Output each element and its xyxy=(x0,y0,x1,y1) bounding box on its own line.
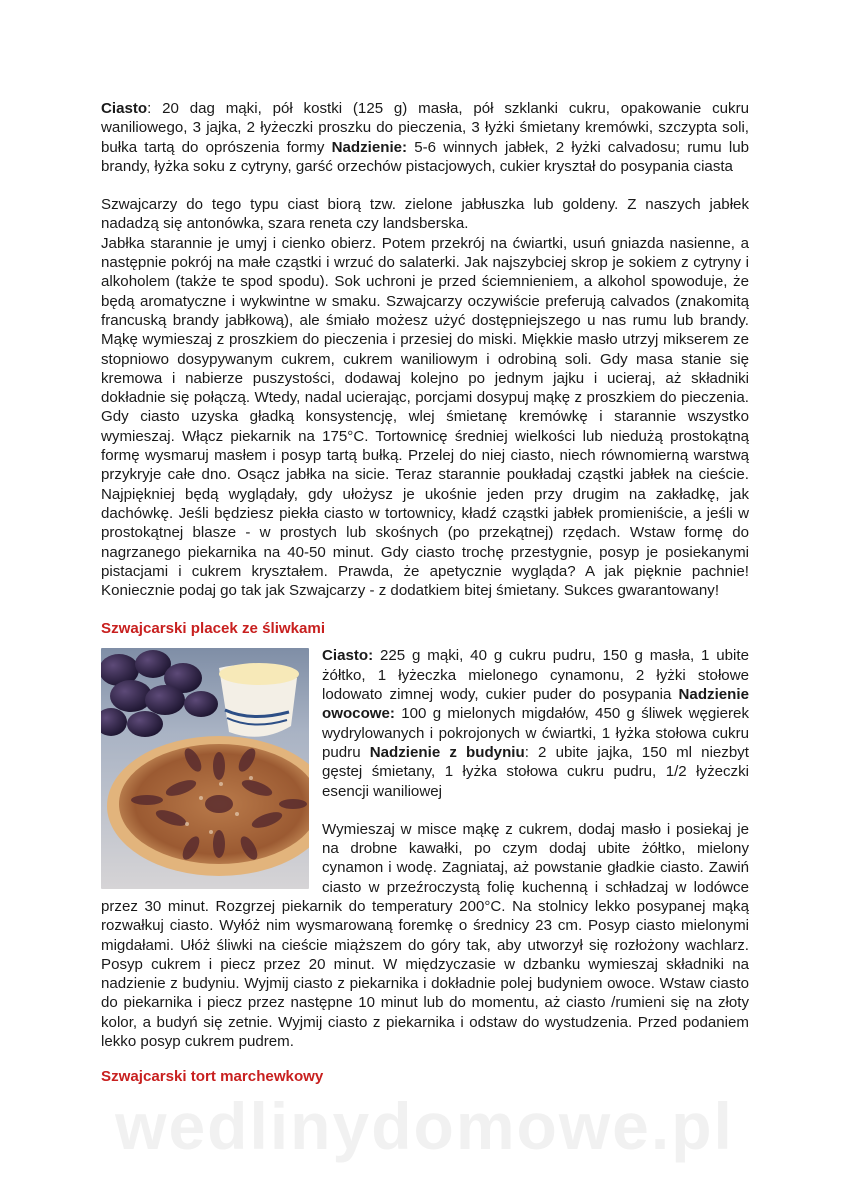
dough-text: 225 g mąki, 40 g cukru pudru, 150 g masła, 1 ubite żółtko, 1 łyżeczka mielonego cynamonu, 2 łyżki stołowe lodowato zimnej wody, cukier puder do posypania xyxy=(322,647,749,704)
site-watermark: wedlinydomowe.pl xyxy=(115,1089,734,1163)
ingredients-text-a: : 20 dag mąki, pół kostki (125 g) masła, pół szklanki cukru, opakowanie cukru waniliowego, 3 jajka, 2 łyżeczki proszku do pieczenia, 3 łyżki śmietany kremówki, szczypta soli, bułka tartą do oprószenia formy xyxy=(101,100,749,156)
intro-ingredients xyxy=(101,99,749,176)
plum-tart-photo xyxy=(101,648,309,889)
custard-label: Nadzienie z budyniu xyxy=(369,743,525,761)
fruit-filling-text: 100 g mielonych migdałów, 450 g śliwek węgierek wydrylowanych i pokrojonych w ćwiartki, 1 łyżka stołowa cukru pudru xyxy=(322,705,749,761)
fruit-filling-label: Nadzienie owocowe: xyxy=(322,686,749,723)
dough-label: Ciasto: xyxy=(322,647,374,665)
ingredients-label: Ciasto xyxy=(101,100,148,117)
plum-method: Wymieszaj w misce mąkę z cukrem, dodaj masło i posiekaj je na drobne kawałki, po czym dodaj ubite żółtko, mielony cynamon i wodę. Zagniataj, aż powstanie gładkie ciasto. Zawiń ciasto w przeźroczystą folię kuchenną i schładzaj w lodówce przez 30 minut. Rozgrzej piekarnik do temperatury 200°C. Na stolnicy lekko posypanej mąką rozwałkuj ciasto. Wyłóż nim wysmarowaną foremkę o średnicy 23 cm. Posyp ciasto mielonymi migdałami. Ułóż śliwki na cieście miąższem do góry tak, aby utworzył się rozłożony wachlarz. Posyp cukrem i piecz przez 20 minut. W międzyczasie w dzbanku wymieszaj składniki na nadzienie z budyniu. Wyjmij ciasto z piekarnika i dokładnie polej budyniem owoce. Wstaw ciasto do piekarnika i piecz przez następne 10 minut lub do momentu, aż ciasto /rumieni się na złoty kolor, a budyń się zetnie. Wyjmij ciasto z piekarnika i odstaw do wystudzenia. Przed podaniem lekko posyp cukrem pudrem. xyxy=(101,820,749,1051)
apple-note: Szwajcarzy do tego typu ciast biorą tzw. zielone jabłuszka lub goldeny. Z naszych jabłek nadadzą się antonówka, szara reneta czy landsberska. xyxy=(101,196,749,233)
recipe-page xyxy=(101,99,749,1086)
ingredients-text-b: 5-6 winnych jabłek, 2 łyżki calvadosu; rumu lub brandy, łyżka soku z cytryny, garść orzechów pistacjowych, cukier kryształ do posypania ciasta xyxy=(101,138,749,175)
apple-method: Jabłka starannie je umyj i cienko obierz. Potem przekrój na ćwiartki, usuń gniazda nasienne, a następnie pokrój na małe cząstki i wrzuć do salaterki. Jak najszybciej skrop je sokiem z cytryny i alkoholem (także te spod spodu). Sok uchroni je przed ściemnieniem, a alkohol spowoduje, że będą aromatyczne i wykwintne w smaku. Szwajcarzy oczywiście preferują calvados (znakomitą francuską brandy jabłkową), ale śmiało możesz użyć dostępniejszego u nas rumu lub brandy. Mąkę wymieszaj z proszkiem do pieczenia i przesiej do miski. Miękkie masło utrzyj mikserem ze stopniowo dosypywanym cukrem, cukrem waniliowym i odrobiną soli. Gdy masa stanie się kremowa i nabierze puszystości, dodawaj kolejno po jednym jajku i ucieraj, aż składniki dokładnie się połączą. Wtedy, nadal ucierając, porcjami dosypuj mąkę z proszkiem do pieczenia. Gdy ciasto uzyska gładką konsystencję, wlej śmietanę kremówkę i starannie wszystko wymieszaj. Włącz piekarnik na 175°C. Tortownicę średniej wielkości lub niedużą prostokątną formę wysmaruj masłem i posyp tartą bułką. Przelej do niej ciasto, niech równomierną warstwą przykryje całe dno. Osącz jabłka na sicie. Teraz starannie poukładaj cząstki jabłek na cieście. Najpiękniej będą wyglądały, gdy ułożysz je ukośnie jeden przy drugim na zakładkę, jak dachówkę. Jeśli będziesz piekła ciasto w tortownicy, kładź cząstki jabłek promieniście, a jeśli w prostokątnej blasze - w prostych lub skośnych (po przekątnej) rzędach. Wstaw formę do nagrzanego piekarnika na 40-50 minut. Gdy ciasto trochę przestygnie, posyp je posiekanymi pistacjami i cukrem kryształem. Prawda, że apetycznie wygląda? A jak pięknie pachnie! Koniecznie podaj go tak jak Szwajcarzy - z dodatkiem bitej śmietany. Sukces gwarantowany! xyxy=(101,234,749,600)
carrot-cake-title: Szwajcarski tort marchewkowy xyxy=(101,1068,324,1086)
filling-label: Nadzienie: xyxy=(331,138,408,156)
plum-cake-title: Szwajcarski placek ze śliwkami xyxy=(101,620,326,638)
custard-text: : 2 ubite jajka, 150 ml niezbyt gęstej śmietany, 1 łyżka stołowa cukru pudru, 1/2 łyżeczki esencji waniliowej xyxy=(322,743,749,800)
